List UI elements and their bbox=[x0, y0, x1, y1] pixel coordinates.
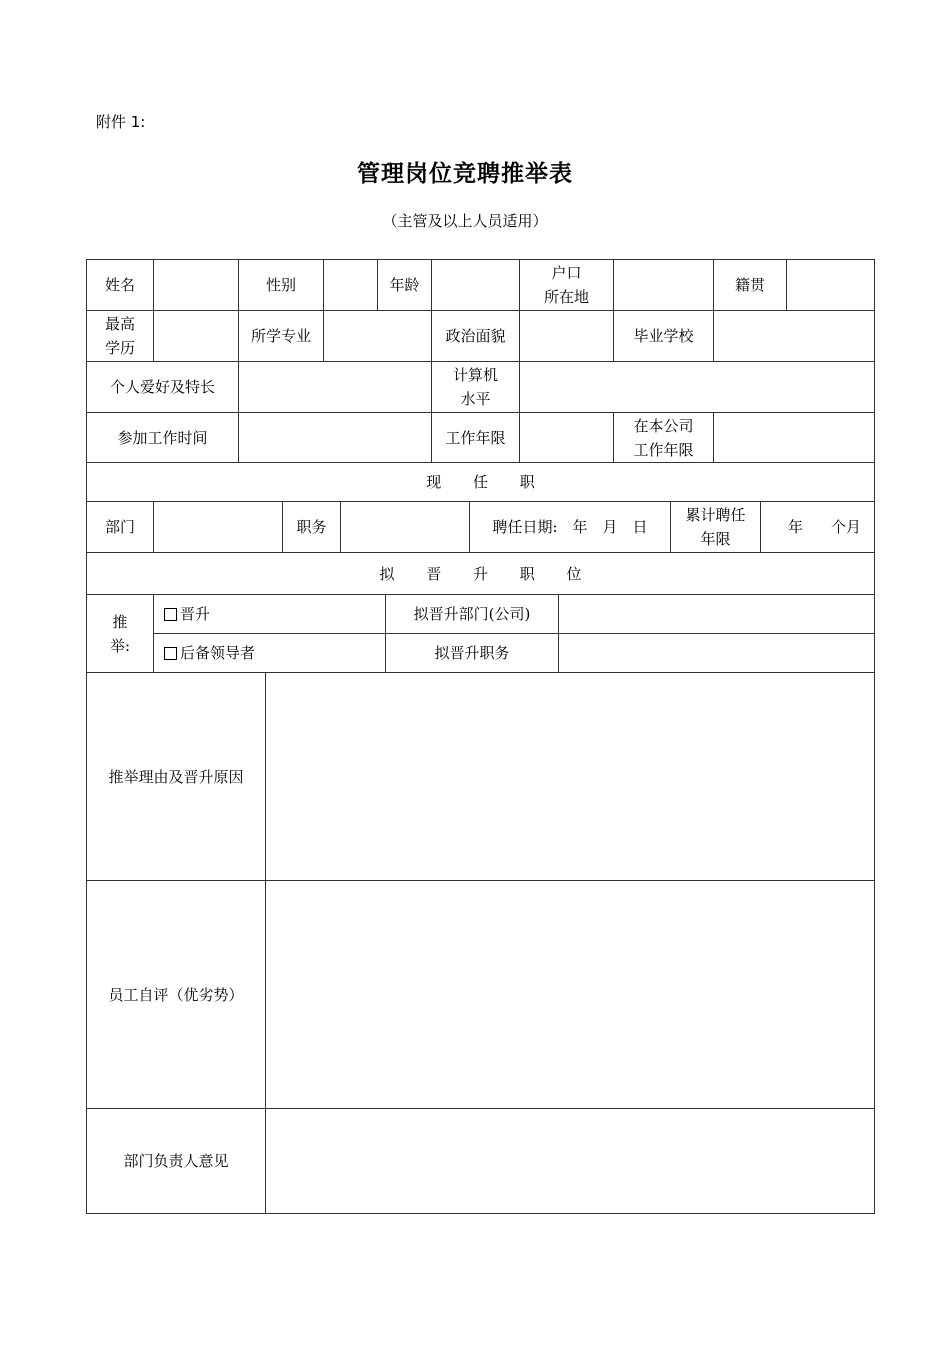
computer-skill-field[interactable] bbox=[519, 361, 875, 413]
hobby-field[interactable] bbox=[238, 361, 432, 413]
gender-label: 性别 bbox=[238, 259, 324, 311]
position-field[interactable] bbox=[340, 501, 470, 553]
company-years-label-line1: 在本公司 bbox=[633, 416, 694, 435]
target-dept-field[interactable] bbox=[558, 594, 875, 634]
current-position-header bbox=[86, 462, 875, 502]
reserve-leader-option-label: 后备领导者 bbox=[180, 644, 256, 662]
dept-head-opinion-label: 部门负责人意见 bbox=[86, 1108, 266, 1214]
company-years-label bbox=[613, 412, 714, 463]
cumulative-years-field[interactable] bbox=[760, 501, 875, 553]
work-start-field[interactable] bbox=[238, 412, 432, 463]
page-title: 管理岗位竞聘推举表 bbox=[357, 160, 573, 187]
self-evaluation-field[interactable] bbox=[265, 880, 875, 1109]
current-position-header-text: 现 任 职 bbox=[426, 473, 549, 491]
age-label: 年龄 bbox=[377, 259, 432, 311]
target-post-label: 拟晋升职务 bbox=[385, 633, 559, 673]
cumulative-years-label-line1: 累计聘任 bbox=[685, 506, 746, 524]
name-label: 姓名 bbox=[86, 259, 154, 311]
reserve-leader-option[interactable] bbox=[153, 633, 386, 673]
company-years-field[interactable] bbox=[713, 412, 875, 463]
name-field[interactable] bbox=[153, 259, 239, 311]
position-label: 职务 bbox=[282, 501, 341, 553]
reserve-leader-checkbox[interactable] bbox=[164, 647, 177, 660]
computer-skill-label-line2: 水平 bbox=[460, 390, 491, 408]
month-unit: 个月 bbox=[831, 518, 862, 536]
education-label bbox=[86, 310, 154, 362]
recommend-label-line2: 举: bbox=[109, 636, 131, 655]
promote-option-label: 晋升 bbox=[180, 605, 211, 623]
department-label: 部门 bbox=[86, 501, 154, 553]
hukou-field[interactable] bbox=[613, 259, 714, 311]
reasons-field[interactable] bbox=[265, 672, 875, 881]
recommend-label bbox=[86, 594, 154, 673]
school-field[interactable] bbox=[713, 310, 875, 362]
hukou-label bbox=[519, 259, 614, 311]
native-place-label: 籍贯 bbox=[713, 259, 787, 311]
target-dept-label: 拟晋升部门(公司) bbox=[385, 594, 559, 634]
self-evaluation-label: 员工自评（优劣势） bbox=[86, 880, 266, 1109]
computer-skill-label bbox=[431, 361, 520, 413]
school-label: 毕业学校 bbox=[613, 310, 714, 362]
dept-head-opinion-field[interactable] bbox=[265, 1108, 875, 1214]
promote-checkbox[interactable] bbox=[164, 608, 177, 621]
major-field[interactable] bbox=[323, 310, 432, 362]
political-status-field[interactable] bbox=[519, 310, 614, 362]
hobby-label: 个人爱好及特长 bbox=[86, 361, 239, 413]
education-field[interactable] bbox=[153, 310, 239, 362]
hukou-label-line2: 所在地 bbox=[543, 288, 589, 306]
cumulative-years-label-line2: 年限 bbox=[700, 530, 731, 548]
hukou-label-line1: 户口 bbox=[551, 264, 582, 282]
age-field[interactable] bbox=[431, 259, 520, 311]
target-post-field[interactable] bbox=[558, 633, 875, 673]
year-unit: 年 bbox=[787, 518, 803, 536]
education-label-line1: 最高 bbox=[104, 315, 135, 333]
gender-field[interactable] bbox=[323, 259, 378, 311]
cumulative-years-label bbox=[670, 501, 761, 553]
promotion-header bbox=[86, 552, 875, 595]
political-status-label: 政治面貌 bbox=[431, 310, 520, 362]
attachment-label: 附件 1: bbox=[96, 113, 146, 131]
promote-option[interactable] bbox=[153, 594, 386, 634]
recommend-label-line1: 推 bbox=[112, 612, 128, 631]
company-years-label-line2: 工作年限 bbox=[633, 440, 694, 459]
work-start-label: 参加工作时间 bbox=[86, 412, 239, 463]
education-label-line2: 学历 bbox=[104, 339, 135, 357]
work-years-label: 工作年限 bbox=[431, 412, 520, 463]
promotion-header-text: 拟 晋 升 职 位 bbox=[379, 564, 596, 583]
computer-skill-label-line1: 计算机 bbox=[452, 366, 498, 384]
native-place-field[interactable] bbox=[786, 259, 875, 311]
major-label: 所学专业 bbox=[238, 310, 324, 362]
page-subtitle: （主管及以上人员适用） bbox=[382, 212, 548, 230]
hire-date-field[interactable]: 聘任日期: 年 月 日 bbox=[469, 501, 671, 553]
department-field[interactable] bbox=[153, 501, 283, 553]
work-years-field[interactable] bbox=[519, 412, 614, 463]
reasons-label: 推举理由及晋升原因 bbox=[86, 672, 266, 881]
